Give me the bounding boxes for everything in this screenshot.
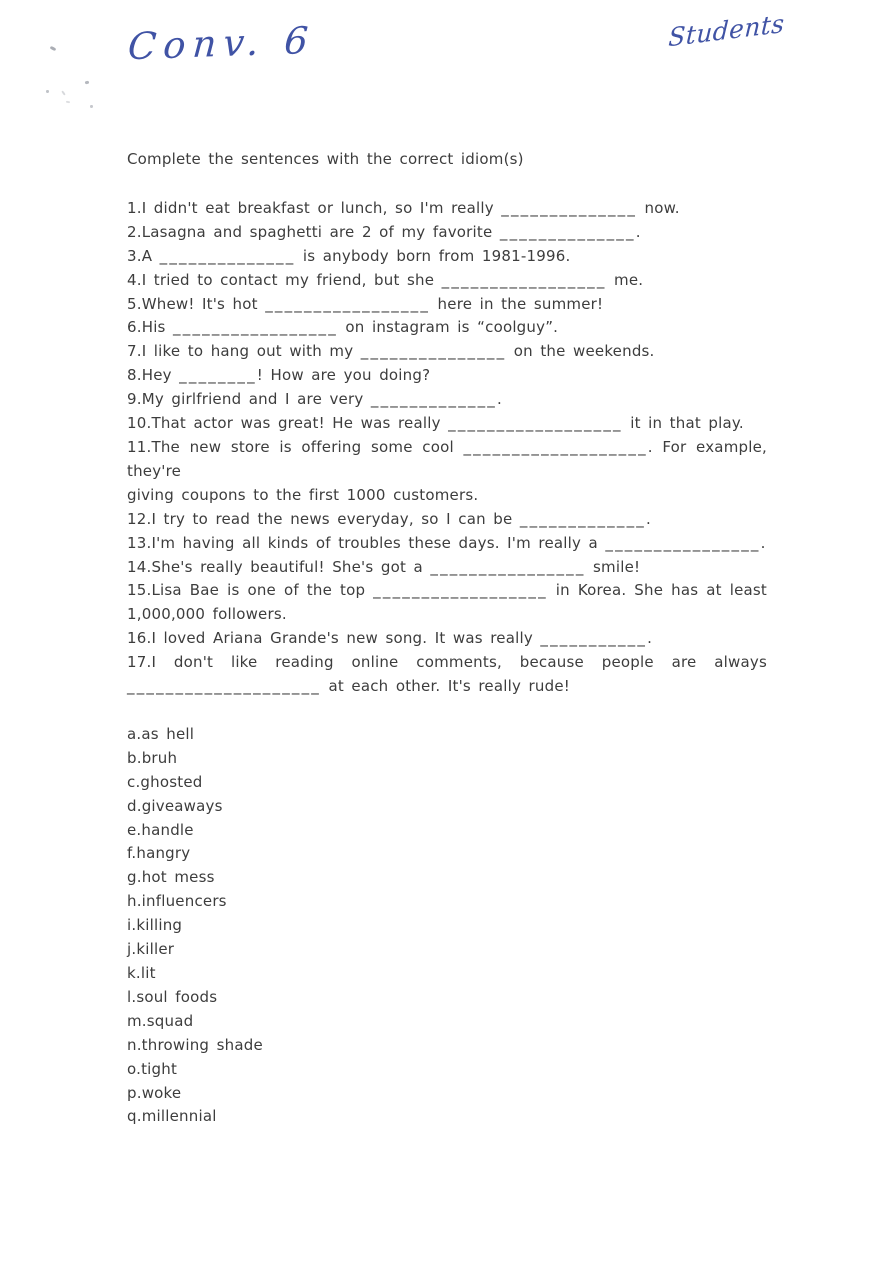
sentence-line-17-cont: ____________________ at each other. It's really rude!: [127, 677, 570, 696]
answer-option-n: n.throwing shade: [127, 1035, 263, 1054]
handwritten-title: Conv. 6: [126, 18, 317, 69]
answer-option-e: e.handle: [127, 820, 194, 839]
pencil-mark: [46, 90, 49, 93]
sentence-line-5: 5.Whew! It's hot _________________ here in the summer!: [127, 294, 604, 313]
answer-option-d: d.giveaways: [127, 796, 223, 815]
sentence-line-15-cont: 1,000,000 followers.: [127, 605, 287, 624]
answer-option-c: c.ghosted: [127, 772, 203, 791]
answer-option-k: k.lit: [127, 964, 156, 982]
sentence-line-8: 8.Hey ________! How are you doing?: [127, 366, 431, 385]
answer-option-p: p.woke: [127, 1083, 182, 1102]
answer-option-a: a.as hell: [127, 724, 195, 743]
sentence-line-13: 13.I'm having all kinds of troubles these days. I'm really a ________________.: [127, 533, 766, 552]
sentence-line-7: 7.I like to hang out with my _______________ on the weekends.: [127, 342, 655, 361]
answer-option-b: b.bruh: [127, 748, 178, 767]
sentence-line-6: 6.His _________________ on instagram is “coolguy”.: [127, 318, 559, 337]
answer-option-list: [127, 723, 767, 1129]
pencil-mark: [61, 90, 66, 95]
sentence-line-16: 16.I loved Ariana Grande's new song. It was really ___________.: [127, 629, 653, 648]
answer-option-q: q.millennial: [127, 1107, 217, 1126]
sentence-line-11: 11.The new store is offering some cool ___________________. For example, they're: [127, 437, 767, 480]
answer-option-f: f.hangry: [127, 844, 191, 863]
sentence-line-15: 15.Lisa Bae is one of the top __________________ in Korea. She has at least: [127, 581, 767, 600]
answer-option-l: l.soul foods: [127, 987, 218, 1006]
answer-option-h: h.influencers: [127, 892, 227, 911]
answer-option-o: o.tight: [127, 1059, 178, 1078]
sentence-line-4: 4.I tried to contact my friend, but she _________________ me.: [127, 270, 644, 289]
answer-option-j: j.killer: [127, 940, 175, 959]
instruction-text: Complete the sentences with the correct idiom(s): [127, 150, 524, 168]
sentence-line-9: 9.My girlfriend and I are very _____________.: [127, 390, 502, 409]
sentence-list: [127, 197, 767, 699]
sentence-line-12: 12.I try to read the news everyday, so I can be _____________.: [127, 509, 651, 528]
sentence-line-1: 1.I didn't eat breakfast or lunch, so I'm really ______________ now.: [127, 198, 680, 217]
pencil-mark: [50, 46, 57, 51]
sentence-line-14: 14.She's really beautiful! She's got a ________________ smile!: [127, 557, 641, 576]
sentence-line-17: 17.I don't like reading online comments, because people are always: [127, 653, 767, 672]
answer-option-g: g.hot mess: [127, 868, 215, 887]
answer-option-i: i.killing: [127, 916, 183, 935]
sentence-line-2: 2.Lasagna and spaghetti are 2 of my favorite ______________.: [127, 222, 641, 241]
sentence-line-10: 10.That actor was great! He was really __________________ it in that play.: [127, 414, 744, 433]
worksheet-body: [127, 148, 767, 1129]
sentence-line-3: 3.A ______________ is anybody born from 1981-1996.: [127, 246, 571, 265]
answer-option-m: m.squad: [127, 1011, 194, 1030]
pencil-mark: [90, 105, 93, 108]
pencil-mark: [66, 101, 70, 104]
sentence-line-11-cont: giving coupons to the first 1000 customers.: [127, 485, 479, 504]
pencil-mark: [85, 81, 90, 85]
handwritten-corner-note: Students: [667, 8, 786, 53]
